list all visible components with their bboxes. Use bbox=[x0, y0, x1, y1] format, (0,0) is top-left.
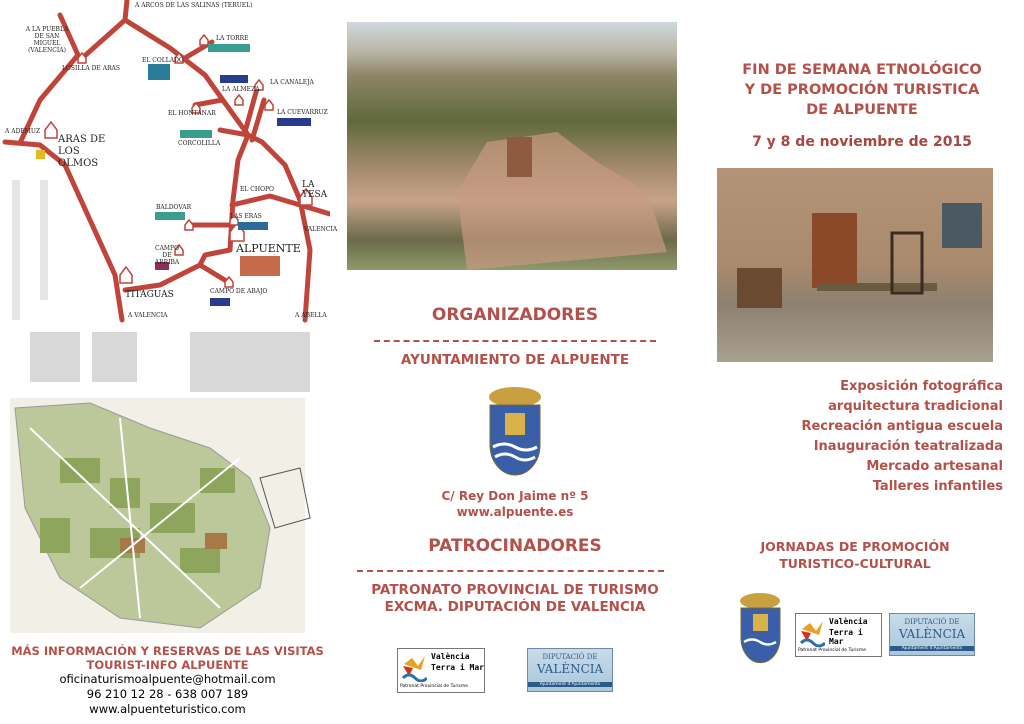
event-footer bbox=[700, 538, 1010, 572]
town-map-legend bbox=[30, 332, 310, 392]
organizer-address: C/ Rey Don Jaime nº 5 bbox=[441, 489, 589, 503]
regional-map bbox=[0, 0, 338, 325]
diputacio-valencia-logo bbox=[527, 648, 613, 692]
alpuente-coat-of-arms bbox=[738, 592, 783, 666]
logo-text: DIPUTACIÓ DE bbox=[542, 653, 598, 661]
organizer-website[interactable]: www.alpuente.es bbox=[456, 505, 574, 519]
map-town: CAMPO DE ARRIBA bbox=[154, 245, 180, 266]
service-pictograms bbox=[12, 44, 311, 320]
event-date: 7 y 8 de noviembre de 2015 bbox=[752, 134, 972, 150]
logo-text: València bbox=[829, 617, 868, 626]
map-label: A ARCOS DE LAS SALINAS (TERUEL) bbox=[135, 2, 253, 9]
contact-phones: 96 210 12 28 - 638 007 189 bbox=[86, 687, 249, 701]
organizers-heading: ORGANIZADORES bbox=[431, 305, 599, 325]
map-town: BALDOVAR bbox=[156, 204, 192, 211]
activity-item: Exposición fotográfica bbox=[840, 379, 1003, 394]
map-town: LA ALMEZA bbox=[222, 86, 260, 93]
map-label: A ADEMUZ bbox=[5, 128, 41, 135]
map-town: ARAS DE LOS OLMOS bbox=[58, 134, 106, 169]
map-label: A ABELLA bbox=[295, 312, 327, 319]
logo-text: Ajuntament d'Ajuntaments bbox=[890, 646, 974, 651]
logo-text: VALÈNCIA bbox=[898, 627, 966, 641]
sponsor-line-2: EXCMA. DIPUTACIÓN DE VALENCIA bbox=[384, 599, 646, 615]
map-town: ALPUENTE bbox=[236, 242, 301, 255]
map-label: A LA PUEBLA DE SAN MIGUEL (VALENCIA) bbox=[25, 26, 69, 54]
map-town: LA TORRE bbox=[216, 35, 249, 42]
activity-item: arquitectura tradicional bbox=[828, 399, 1003, 414]
logo-text: València bbox=[431, 652, 470, 661]
diputacio-valencia-logo bbox=[889, 613, 975, 656]
event-title-line: Y DE PROMOCIÓN TURISTICA bbox=[744, 82, 980, 98]
footer-line: JORNADAS DE PROMOCIÓN bbox=[760, 539, 950, 554]
logo-text: Patronat Provincial de Turisme bbox=[400, 684, 468, 689]
village-photo bbox=[347, 22, 677, 270]
map-town: LA CANALEJA bbox=[270, 79, 314, 86]
activity-item: Recreación antigua escuela bbox=[801, 419, 1003, 434]
courtyard-photo bbox=[717, 168, 993, 362]
sponsors-heading: PATROCINADORES bbox=[428, 536, 602, 556]
logo-text: Terra i Mar bbox=[431, 663, 484, 672]
map-town: LA YESA bbox=[302, 180, 328, 200]
map-town: EL COLLADO bbox=[142, 57, 184, 64]
map-town: LA CUEVARRUZ bbox=[277, 109, 328, 116]
map-town: CAMPO DE ABAJO bbox=[210, 288, 268, 295]
activities-list bbox=[801, 377, 1003, 497]
town-map bbox=[0, 328, 330, 638]
contact-website[interactable]: www.alpuenteturistico.com bbox=[89, 702, 246, 716]
contact-info bbox=[0, 644, 335, 717]
activity-item: Inauguración teatralizada bbox=[813, 439, 1003, 454]
logo-text: Ajuntament d'Ajuntaments bbox=[528, 682, 612, 687]
map-town: LOSILLA DE ARAS bbox=[62, 65, 120, 72]
event-title-line: FIN DE SEMANA ETNOLÓGICO bbox=[742, 62, 982, 78]
map-town: EL CHOPO bbox=[240, 186, 274, 193]
activity-item: Talleres infantiles bbox=[872, 479, 1003, 494]
map-town: EL HONTANAR bbox=[168, 110, 216, 117]
organizer-name: AYUNTAMIENTO DE ALPUENTE bbox=[400, 352, 630, 368]
logo-text: Patronat Provincial de Turisme bbox=[798, 648, 866, 653]
divider bbox=[374, 340, 656, 342]
map-town: LAS ERAS bbox=[230, 213, 262, 220]
valencia-terra-i-mar-logo bbox=[397, 648, 485, 693]
contact-office: TOURIST-INFO ALPUENTE bbox=[86, 658, 249, 672]
contact-heading: MÁS INFORMACIÓN Y RESERVAS DE LAS VISITAS bbox=[11, 644, 324, 658]
activity-item: Mercado artesanal bbox=[866, 459, 1003, 474]
map-town: CORCOLILLA bbox=[178, 140, 221, 147]
map-label: VALENCIA bbox=[304, 226, 338, 233]
logo-text: Terra i Mar bbox=[829, 628, 863, 646]
sponsor-line-1: PATRONATO PROVINCIAL DE TURISMO bbox=[371, 582, 659, 598]
divider bbox=[357, 570, 664, 572]
alpuente-coat-of-arms bbox=[485, 385, 545, 480]
logo-text: DIPUTACIÓ DE bbox=[904, 618, 960, 626]
map-label: A VALENCIA bbox=[128, 312, 168, 319]
footer-line: TURISTICO-CULTURAL bbox=[779, 556, 931, 571]
event-title bbox=[700, 60, 1024, 120]
event-title-line: DE ALPUENTE bbox=[806, 102, 918, 118]
contact-email[interactable]: oficinaturismoalpuente@hotmail.com bbox=[59, 672, 276, 686]
map-town: TITAGUAS bbox=[125, 290, 174, 300]
logo-text: VALÈNCIA bbox=[536, 662, 604, 676]
valencia-terra-i-mar-logo bbox=[795, 613, 882, 657]
